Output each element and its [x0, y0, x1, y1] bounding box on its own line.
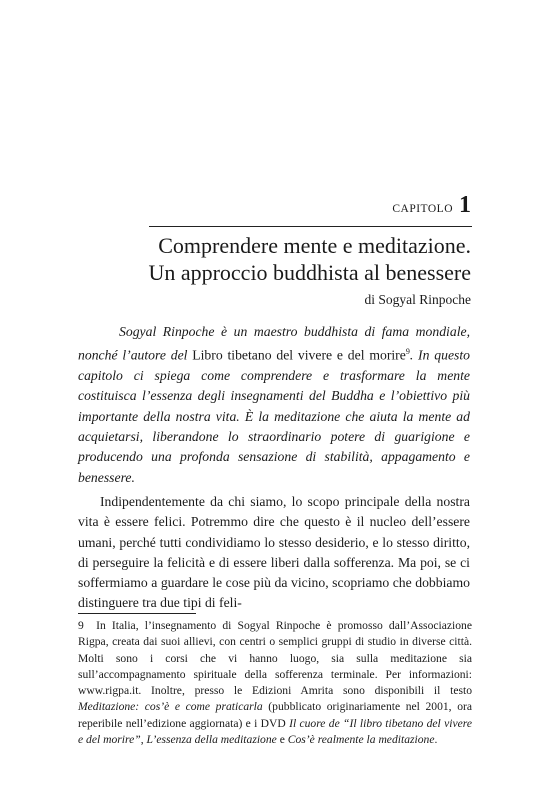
- footnote-reference: 9: [405, 347, 410, 357]
- chapter-label: CAPITOLO: [392, 203, 453, 215]
- footnote-text-2: (pubblicato originariamente nel 2001, ora reperibile nell’edizione aggiornata) e i DVD: [78, 700, 472, 730]
- chapter-title: [71, 232, 471, 286]
- intro-text-2: . In questo capitolo ci spiega come comprendere e trasformare la mente costituisca l’essenza degli insegnamenti del Buddha e l’obiettivo più importante della nostra vita. È la meditazione che aiuta la mente ad acquietarsi, liberandone lo straordinario potere di guarigione e producendo una profonda sensazione di stabilità, appagamento e benessere.: [78, 347, 471, 485]
- footnote-number: 9: [78, 619, 84, 632]
- body-paragraph: [78, 492, 470, 614]
- title-line-1: Comprendere mente e meditazione.: [158, 233, 471, 258]
- footnote-rule: [78, 613, 196, 614]
- footnote-text-1: In Italia, l’insegnamento di Sogyal Rinpoche è promosso dall’Associazione Rigpa, creata dai suoi allievi, con centri o semplici gruppi di studio in diverse città. Molti sono i corsi che vi hanno luogo, sia sulla meditazione sia sull’accompagnamento spirituale della sofferenza terminale. Per informazioni: www.rigpa.it. Inoltre, presso le Edizioni Amrita sono disponibili il testo: [78, 619, 472, 698]
- chapter-number: 1: [459, 192, 471, 218]
- footnote-title-4: Cos’è realmente la meditazione: [287, 733, 435, 747]
- intro-text-1: Sogyal Rinpoche è un maestro buddhista di fama mondiale, nonché l’autore del: [78, 324, 470, 363]
- intro-paragraph: [78, 322, 470, 488]
- footnote-title-2: Il cuore de “Il libro tibetano del vivere e del morire”: [78, 716, 472, 747]
- body-text: Indipendentemente da chi siamo, lo scopo principale della nostra vita è essere felici. Potremmo dire che questo è il nucleo dell’essere umani, perché tutti condividiamo lo stesso desiderio, e lo stesso diritto, di perseguire la felicità e di essere liberi dalla sofferenza. Ma poi, se ci soffermiamo a guardare le cose più da vicino, scopriamo che dobbiamo distinguere tra due tipi di feli-: [78, 494, 470, 611]
- footnote-title-3: L’essenza della meditazione: [146, 733, 277, 747]
- footnote-text-4: e: [276, 733, 288, 747]
- footnote-text-5: .: [434, 733, 438, 747]
- footnote-text-3: ,: [140, 733, 147, 747]
- intro-book-title: Libro tibetano del vivere e del morire: [192, 347, 406, 363]
- title-line-2: Un approccio buddhista al benessere: [148, 260, 471, 285]
- chapter-heading: [392, 193, 471, 217]
- chapter-author: di Sogyal Rinpoche: [364, 292, 471, 307]
- chapter-rule: [149, 226, 472, 227]
- footnote-title-1: Meditazione: cos’è e come praticarla: [78, 700, 263, 714]
- footnote: [78, 618, 472, 748]
